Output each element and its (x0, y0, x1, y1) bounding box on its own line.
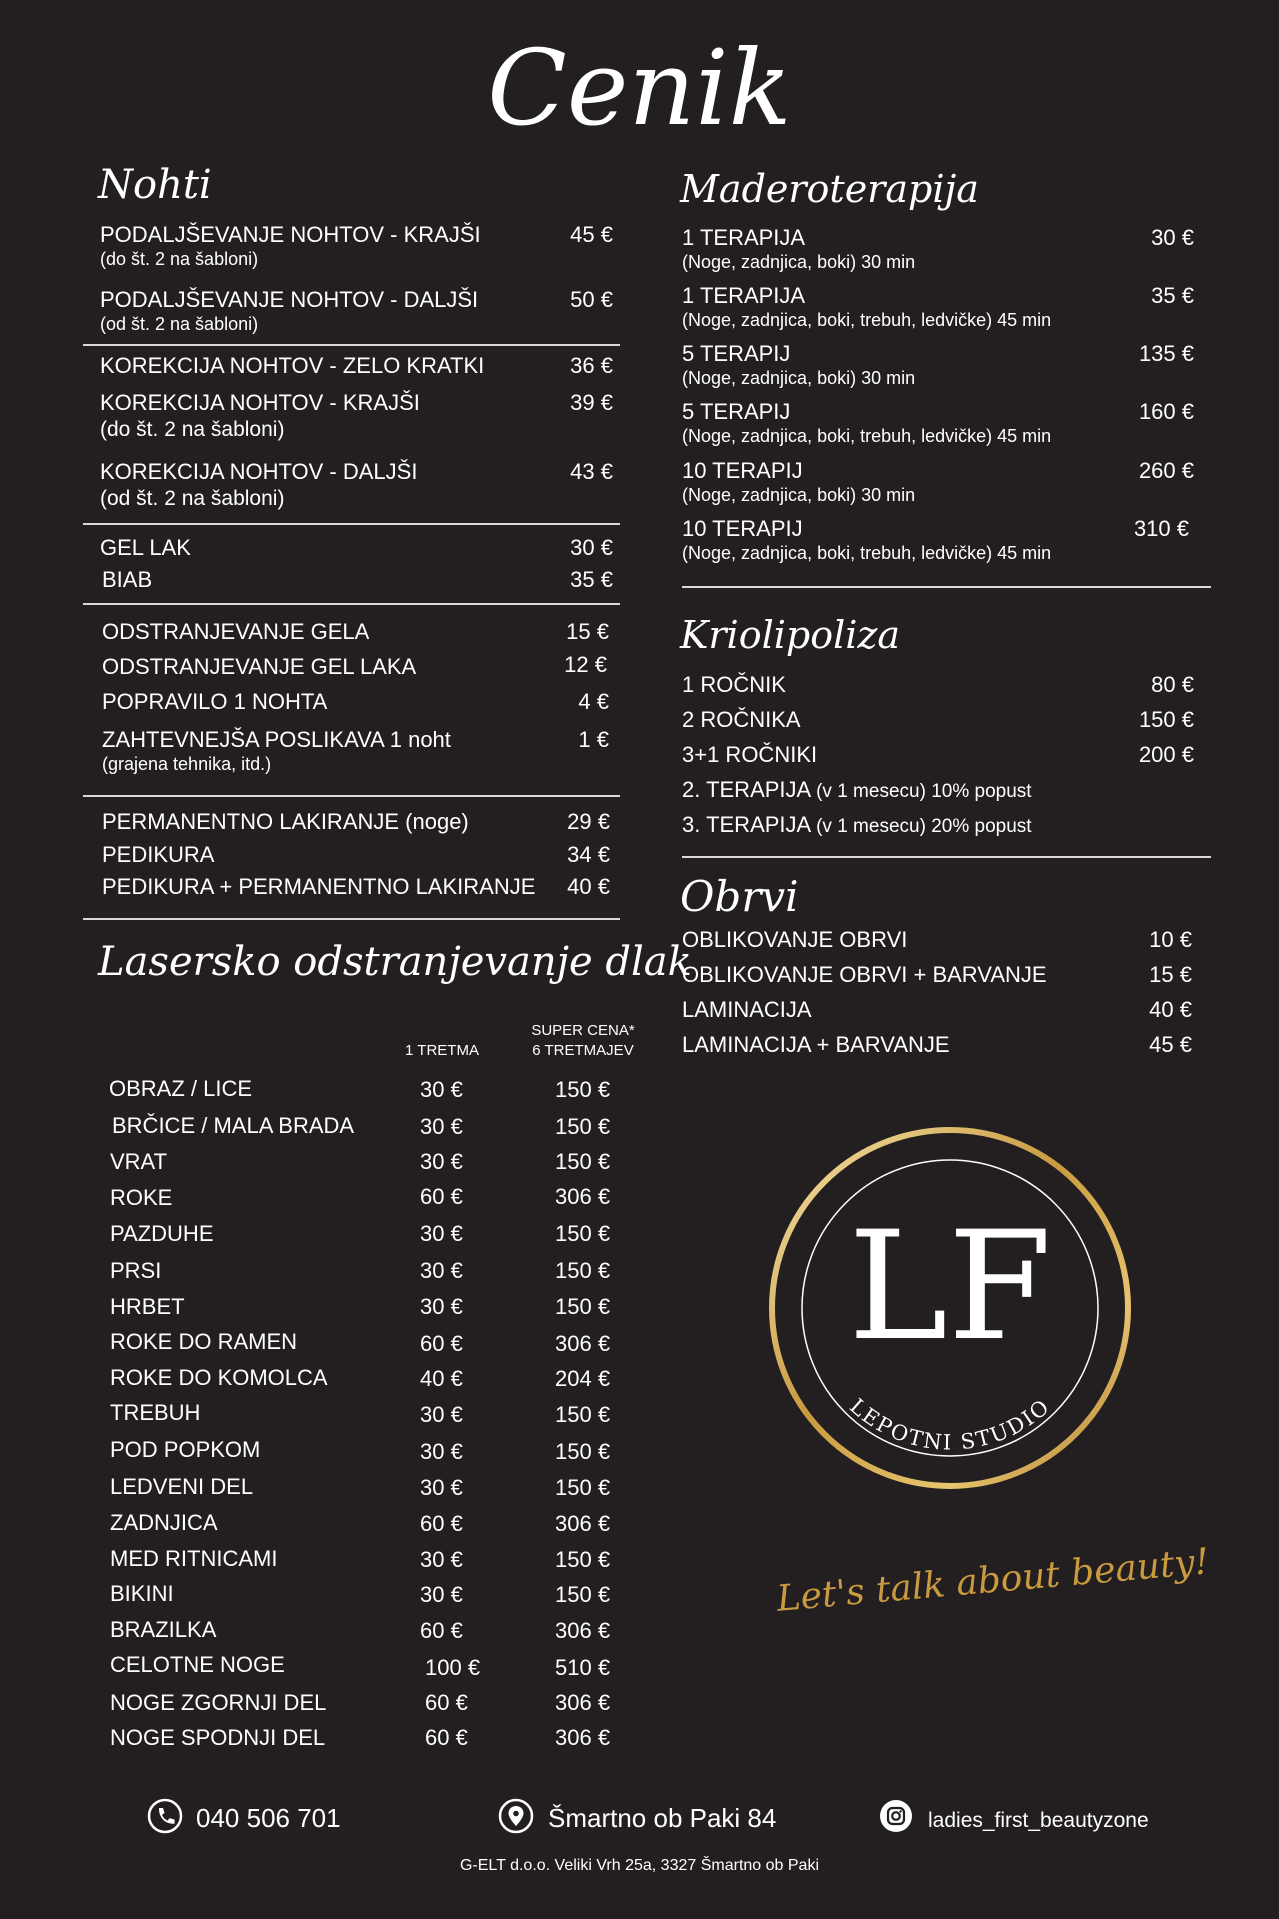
nohti-item: POPRAVILO 1 NOHTA (102, 689, 328, 714)
laser-row-single: 30 € (420, 1221, 463, 1246)
divider (83, 344, 620, 346)
laser-row-single: 40 € (420, 1366, 463, 1391)
krio-heading: Kriolipoliza (680, 613, 901, 657)
laser-col-single: 1 TRETMA (405, 1042, 479, 1059)
laser-row-name: NOGE ZGORNJI DEL (110, 1690, 327, 1715)
nohti-item: ODSTRANJEVANJE GELA (102, 619, 370, 644)
obrvi-heading: Obrvi (680, 872, 799, 921)
instagram-handle[interactable]: ladies_first_beautyzone (928, 1809, 1149, 1832)
laser-row-single: 30 € (420, 1582, 463, 1607)
nohti-item: KOREKCIJA NOHTOV - DALJŠI (od št. 2 na šabloni) (100, 459, 418, 510)
nohti-item: PERMANENTNO LAKIRANJE (noge) (102, 809, 469, 834)
laser-row-six: 150 € (555, 1077, 611, 1102)
madero-item: 5 TERAPIJ (Noge, zadnjica, boki) 30 min (682, 341, 916, 388)
krio-item: 1 ROČNIK (682, 672, 786, 697)
laser-row-six: 150 € (555, 1475, 611, 1500)
divider (83, 918, 620, 920)
page-title: Cenik (487, 27, 792, 149)
laser-heading: Lasersko odstranjevanje dlak (98, 939, 692, 985)
nohti-item: PEDIKURA (102, 842, 215, 867)
laser-row-six: 306 € (555, 1331, 611, 1356)
laser-row-six: 150 € (555, 1294, 611, 1319)
nohti-item: BIAB (102, 567, 153, 592)
laser-row-single: 30 € (420, 1547, 463, 1572)
laser-row-six: 306 € (555, 1725, 611, 1750)
laser-row-single: 60 € (420, 1331, 463, 1356)
laser-row-single: 30 € (420, 1114, 463, 1139)
address: Šmartno ob Paki 84 (548, 1803, 777, 1833)
laser-row-six: 510 € (555, 1655, 611, 1680)
laser-row-name: PAZDUHE (110, 1221, 214, 1246)
divider (83, 795, 620, 797)
laser-row-single: 30 € (420, 1077, 463, 1102)
laser-row-name: CELOTNE NOGE (110, 1652, 285, 1677)
nohti-item: KOREKCIJA NOHTOV - ZELO KRATKI (100, 353, 485, 378)
laser-row-single: 30 € (420, 1439, 463, 1464)
laser-row-six: 150 € (555, 1439, 611, 1464)
madero-item: 1 TERAPIJA (Noge, zadnjica, boki) 30 min (682, 225, 916, 272)
laser-col-six-line1: SUPER CENA* (531, 1022, 635, 1039)
laser-row-six: 150 € (555, 1582, 611, 1607)
footer-company: G-ELT d.o.o. Veliki Vrh 25a, 3327 Šmartno ob Paki (459, 1857, 819, 1874)
obrvi-price: 40 € (1149, 997, 1192, 1022)
laser-row-name: BRČICE / MALA BRADA (112, 1113, 355, 1138)
obrvi-item: LAMINACIJA + BARVANJE (682, 1032, 950, 1057)
divider (682, 856, 1211, 858)
laser-row-six: 204 € (555, 1366, 611, 1391)
laser-row-name: VRAT (110, 1149, 168, 1174)
krio-item: 2 ROČNIKA (682, 707, 801, 732)
nohti-price: 12 € (564, 652, 607, 677)
laser-row-six: 150 € (555, 1258, 611, 1283)
obrvi-price: 45 € (1149, 1032, 1192, 1057)
laser-row-single: 60 € (420, 1618, 463, 1643)
divider (83, 603, 620, 605)
laser-row-single: 30 € (420, 1258, 463, 1283)
madero-heading: Maderoterapija (680, 167, 979, 211)
nohti-item: ZAHTEVNEJŠA POSLIKAVA 1 noht (grajena tehnika, itd.) (102, 727, 451, 774)
tagline: Let's talk about beauty! (775, 1541, 1211, 1620)
laser-row-single: 30 € (420, 1294, 463, 1319)
laser-row-single: 60 € (420, 1511, 463, 1536)
nohti-heading: Nohti (98, 162, 212, 208)
obrvi-item: OBLIKOVANJE OBRVI + BARVANJE (682, 962, 1047, 987)
laser-row-six: 150 € (555, 1114, 611, 1139)
nohti-item: PEDIKURA + PERMANENTNO LAKIRANJE (102, 874, 536, 899)
laser-row-name: NOGE SPODNJI DEL (110, 1725, 326, 1750)
madero-price: 310 € (1133, 516, 1189, 541)
laser-row-name: MED RITNICAMI (110, 1546, 278, 1571)
krio-price: 80 € (1151, 672, 1194, 697)
instagram-icon (879, 1799, 913, 1833)
divider (83, 523, 620, 525)
laser-row-six: 306 € (555, 1511, 611, 1536)
obrvi-price: 10 € (1149, 927, 1192, 952)
krio-price: 150 € (1138, 707, 1194, 732)
laser-row-six: 150 € (555, 1402, 611, 1427)
nohti-price: 45 € (570, 222, 613, 247)
logo-monogram: LF (848, 1200, 1052, 1374)
obrvi-item: LAMINACIJA (682, 997, 812, 1022)
laser-row-name: ROKE DO RAMEN (110, 1329, 298, 1354)
nohti-price: 34 € (567, 842, 610, 867)
krio-promo: 2. TERAPIJA (v 1 mesecu) 10% popust (682, 777, 1032, 802)
laser-row-single: 100 € (425, 1655, 481, 1680)
laser-col-six-line2: 6 TRETMAJEV (532, 1042, 634, 1059)
laser-row-six: 150 € (555, 1149, 611, 1174)
nohti-item: GEL LAK (100, 535, 191, 560)
krio-item: 3+1 ROČNIKI (682, 742, 818, 767)
nohti-price: 30 € (570, 535, 613, 560)
nohti-price: 39 € (570, 390, 613, 415)
location-icon (498, 1798, 534, 1834)
madero-price: 160 € (1138, 399, 1194, 424)
laser-row-six: 306 € (555, 1618, 611, 1643)
krio-price: 200 € (1138, 742, 1194, 767)
obrvi-price: 15 € (1149, 962, 1192, 987)
nohti-price: 29 € (567, 809, 610, 834)
nohti-price: 36 € (570, 353, 613, 378)
laser-row-name: PRSI (110, 1258, 162, 1283)
laser-row-name: OBRAZ / LICE (109, 1076, 253, 1101)
nohti-item: PODALJŠEVANJE NOHTOV - KRAJŠI (do št. 2 na šabloni) (100, 222, 481, 269)
laser-row-name: HRBET (110, 1294, 185, 1319)
divider (682, 586, 1211, 588)
madero-item: 10 TERAPIJ (Noge, zadnjica, boki, trebuh, ledvičke) 45 min (682, 516, 1052, 563)
nohti-price: 50 € (570, 287, 613, 312)
phone-number[interactable]: 040 506 701 (196, 1803, 341, 1833)
madero-price: 30 € (1151, 225, 1194, 250)
logo-ring-text: LEPOTNI STUDIO (845, 1393, 1055, 1455)
laser-row-name: BIKINI (110, 1581, 174, 1606)
phone-icon (147, 1798, 183, 1834)
nohti-item: PODALJŠEVANJE NOHTOV - DALJŠI (od št. 2 na šabloni) (100, 287, 479, 334)
laser-row-six: 306 € (555, 1184, 611, 1209)
nohti-price: 40 € (567, 874, 610, 899)
laser-row-name: ROKE DO KOMOLCA (110, 1365, 328, 1390)
laser-row-single: 30 € (420, 1149, 463, 1174)
nohti-price: 4 € (578, 689, 609, 714)
laser-row-name: LEDVENI DEL (110, 1474, 254, 1499)
laser-row-single: 60 € (425, 1725, 468, 1750)
laser-row-six: 150 € (555, 1221, 611, 1246)
madero-price: 260 € (1138, 458, 1194, 483)
laser-row-six: 306 € (555, 1690, 611, 1715)
madero-item: 10 TERAPIJ (Noge, zadnjica, boki) 30 min (682, 458, 916, 505)
nohti-price: 43 € (570, 459, 613, 484)
laser-row-name: ROKE (110, 1185, 173, 1210)
madero-item: 5 TERAPIJ (Noge, zadnjica, boki, trebuh, ledvičke) 45 min (682, 399, 1052, 446)
nohti-price: 15 € (566, 619, 609, 644)
nohti-price: 1 € (578, 727, 609, 752)
laser-row-single: 30 € (420, 1475, 463, 1500)
laser-row-single: 60 € (420, 1184, 463, 1209)
krio-promo: 3. TERAPIJA (v 1 mesecu) 20% popust (682, 812, 1032, 837)
nohti-item: ODSTRANJEVANJE GEL LAKA (102, 654, 417, 679)
laser-row-single: 30 € (420, 1402, 463, 1427)
obrvi-item: OBLIKOVANJE OBRVI (682, 927, 908, 952)
laser-row-name: ZADNJICA (110, 1510, 218, 1535)
studio-logo (765, 1123, 1135, 1493)
nohti-item: KOREKCIJA NOHTOV - KRAJŠI (do št. 2 na šabloni) (100, 390, 420, 441)
laser-row-name: TREBUH (110, 1400, 201, 1425)
laser-row-six: 150 € (555, 1547, 611, 1572)
laser-row-name: BRAZILKA (110, 1617, 217, 1642)
laser-row-name: POD POPKOM (110, 1437, 261, 1462)
laser-row-single: 60 € (425, 1690, 468, 1715)
madero-price: 135 € (1138, 341, 1194, 366)
madero-price: 35 € (1151, 283, 1194, 308)
nohti-price: 35 € (570, 567, 613, 592)
madero-item: 1 TERAPIJA (Noge, zadnjica, boki, trebuh, ledvičke) 45 min (682, 283, 1052, 330)
